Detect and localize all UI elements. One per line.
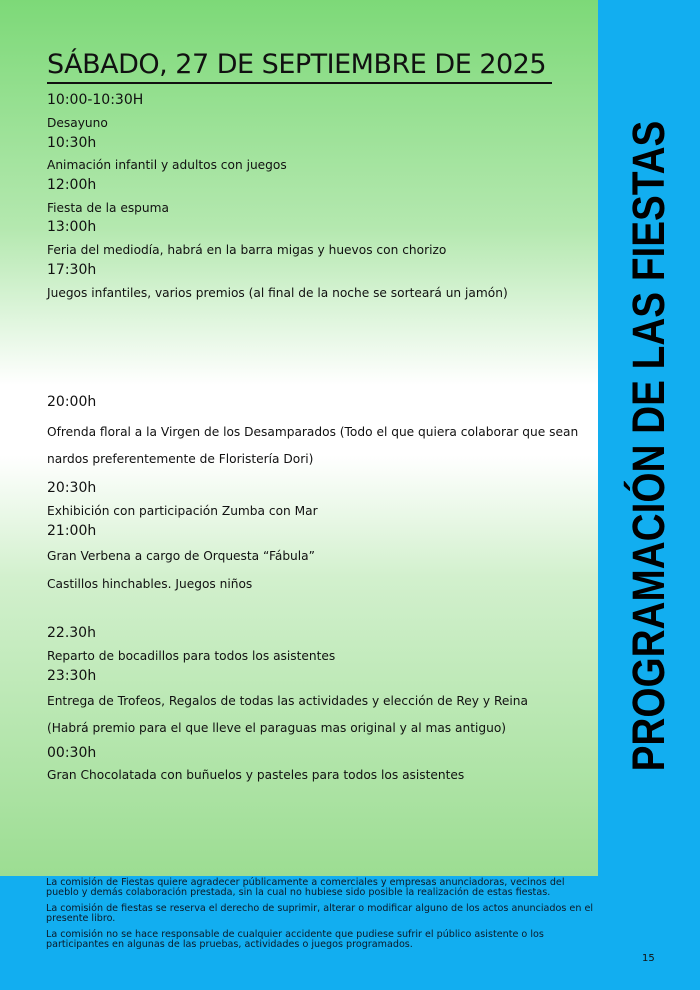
footer-note: La comisión de Fiestas quiere agradecer públicamente a comerciales y empresas anunciadoras, vecinos del pueblo y demás colaboración prestada, sin la cual no hubiese sido posible la realización de estas fiestas.	[46, 877, 565, 898]
schedule-description: Gran Verbena a cargo de Orquesta “Fábula”	[47, 549, 315, 563]
schedule-description: Desayuno	[47, 116, 108, 130]
schedule-time: 20:00h	[47, 394, 97, 410]
page-number: 15	[642, 953, 655, 964]
schedule-description: nardos preferentemente de Floristería Dori)	[47, 452, 314, 466]
schedule-time: 10:30h	[47, 135, 97, 151]
schedule-description: Ofrenda floral a la Virgen de los Desamparados (Todo el que quiera colaborar que sean	[47, 425, 579, 439]
schedule-time: 13:00h	[47, 219, 97, 235]
schedule-time: 00:30h	[47, 745, 97, 761]
schedule-time: 23:30h	[47, 668, 97, 684]
schedule-description: Entrega de Trofeos, Regalos de todas las actividades y elección de Rey y Reina	[47, 694, 528, 708]
schedule-time: 10:00-10:30H	[47, 92, 144, 108]
vertical-title-text: PROGRAMACIÓN DE LAS FIESTAS	[623, 120, 674, 772]
schedule-description: Gran Chocolatada con buñuelos y pasteles para todos los asistentes	[47, 768, 465, 782]
schedule-time: 21:00h	[47, 523, 97, 539]
schedule-description: Exhibición con participación Zumba con Mar	[47, 504, 318, 518]
vertical-title	[623, 68, 675, 825]
schedule-time: 22.30h	[47, 625, 96, 641]
schedule-description: Castillos hinchables. Juegos niños	[47, 577, 253, 591]
schedule-description: Juegos infantiles, varios premios (al final de la noche se sorteará un jamón)	[47, 286, 508, 300]
schedule-time: 17:30h	[47, 262, 97, 278]
schedule-time: 20:30h	[47, 480, 97, 496]
schedule-description: Reparto de bocadillos para todos los asistentes	[47, 649, 336, 663]
schedule-description: (Habrá premio para el que lleve el paraguas mas original y al mas antiguo)	[47, 721, 507, 735]
schedule-description: Animación infantil y adultos con juegos	[47, 158, 287, 172]
footer	[0, 876, 598, 990]
page-title: SÁBADO, 27 DE SEPTIEMBRE DE 2025	[47, 48, 552, 84]
footer-note: La comisión de fiestas se reserva el derecho de suprimir, alterar o modificar alguno de los actos anunciados en el presente libro.	[46, 903, 594, 924]
schedule-description: Fiesta de la espuma	[47, 201, 169, 215]
schedule-time: 12:00h	[47, 177, 97, 193]
schedule-description: Feria del mediodía, habrá en la barra migas y huevos con chorizo	[47, 243, 447, 257]
footer-note: La comisión no se hace responsable de cualquier accidente que pudiese sufrir el público asistente o los participantes en algunas de las pruebas, actividades o juegos programados.	[46, 929, 544, 950]
